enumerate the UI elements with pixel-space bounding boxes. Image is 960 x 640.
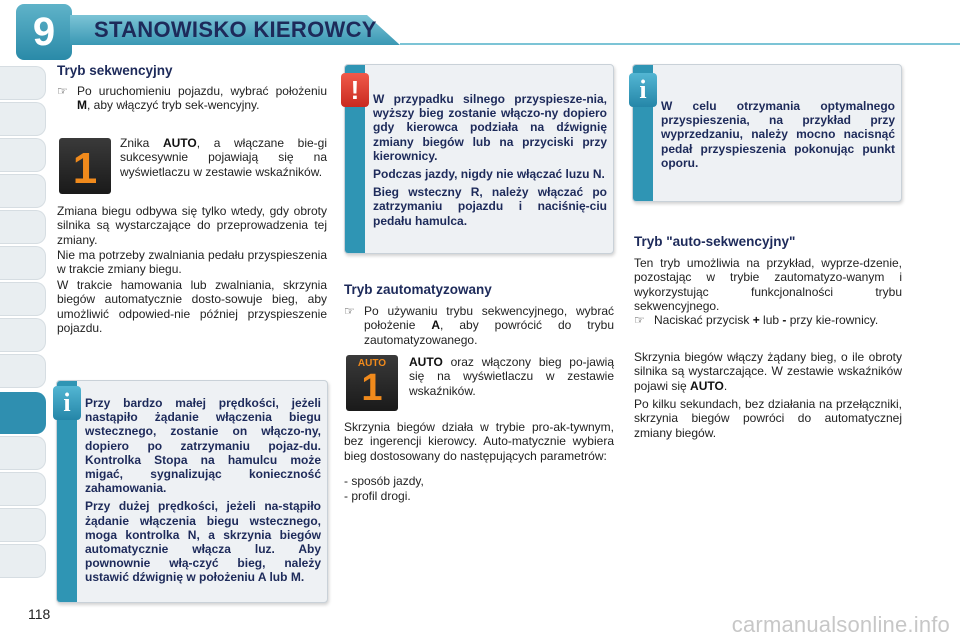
page-title: STANOWISKO KIEROWCY — [94, 17, 377, 42]
hand-pointer-icon: ☞ — [57, 84, 68, 98]
list-item: - sposób jazdy, — [344, 474, 424, 488]
note-paragraph-2: Podczas jazdy, nigdy nie włączać luzu N. — [373, 167, 605, 182]
paragraph-gear-engage: Skrzynia biegów włączy żądany bieg, o ile obroty silnika są wystarczające. W zestawie wskaźników pojawi się AUTO. — [634, 350, 902, 393]
info-icon: i — [629, 73, 657, 107]
warning-note — [344, 64, 614, 254]
info-icon: i — [53, 386, 81, 420]
info-note-reverse — [56, 380, 328, 603]
note-text — [373, 92, 607, 232]
page-header — [0, 0, 960, 60]
gear-display-icon: 1 — [59, 138, 111, 194]
bullet-press-buttons: ☞ Naciskać przycisk + lub - przy kie-rownicy. — [634, 313, 879, 327]
paragraph-mode-description: Ten tryb umożliwia na przykład, wyprze-dzenie, pozostając w trybie zautomatyzo-wanym i wykorzystując funkcjonalności trybu sekwencyjnego. — [634, 256, 902, 313]
chapter-number-badge: 9 — [16, 4, 72, 60]
paragraph-shift-condition: Zmiana biegu odbywa się tylko wtedy, gdy obroty silnika są wystarczające do przeprowadzenia tej zmiany. — [57, 204, 327, 247]
chapter-tab-13[interactable] — [0, 544, 46, 578]
chapter-tab-5[interactable] — [0, 210, 46, 244]
auto-gear-display-icon: AUTO 1 — [346, 355, 398, 411]
note-paragraph-3: Bieg wsteczny R, należy włączać po zatrzymaniu pojazdu i naciśnię-ciu pedału hamulca. — [373, 185, 608, 228]
section-heading-auto-sequential: Tryb "auto-sekwencyjny" — [634, 234, 796, 249]
section-heading-automated: Tryb zautomatyzowany — [344, 282, 492, 297]
note-paragraph-2: Przy dużej prędkości, jeżeli na-stąpiło żądanie włączenia biegu wstecznego, moga kontrolka N, a skrzynia biegów automatycznie włącza luz. Aby pownownie włą-czyć bieg, należy ustawić dźwignię w położeniu A lub M. — [85, 499, 321, 585]
note-text — [85, 396, 321, 589]
paragraph-braking: W trakcie hamowania lub zwalniania, skrzynia biegów automatycznie dosto-sowuje bieg, aby umożliwić odpowied-nie później przyspieszenie pojazdu. — [57, 278, 327, 335]
note-paragraph-1: Przy bardzo małej prędkości, jeżeli nastąpiło żądanie włączenia biegu wstecznego, zostanie on włączo-ny, dopiero po zatrzymaniu pojaz-du. Kontrolka Stopa na hamulcu może migać, sygnalizując konieczność zahamowania. — [85, 396, 321, 496]
indicator-text-auto: AUTO oraz włączony bieg po-jawią się na wyświetlaczu w zestawie wskaźników. — [409, 355, 614, 398]
chapter-tab-4[interactable] — [0, 174, 46, 208]
header-rule — [400, 43, 960, 45]
chapter-tab-2[interactable] — [0, 102, 46, 136]
bullet-select-m: ☞ Po uruchomieniu pojazdu, wybrać położeniu M, aby włączyć tryb sek-wencyjny. — [57, 84, 327, 113]
note-text: W celu otrzymania optymalnego przyspieszenia, na przykład przy wyprzedzaniu, należy mocno nacisnąć pedał przyspieszenia pokonując punkt oporu. — [661, 99, 895, 170]
paragraph-return-auto: Po kilku sekundach, bez działania na przełączniki, skrzynia biegów powróci do automatycznej zmiany biegów. — [634, 397, 902, 440]
chapter-tab-1[interactable] — [0, 66, 46, 100]
info-note-acceleration — [632, 64, 902, 202]
bullet-select-a: ☞ Po używaniu trybu sekwencyjnego, wybrać położenie A, aby powrócić do trybu zautomatyzowanego. — [344, 304, 614, 347]
chapter-tab-active[interactable] — [0, 392, 46, 434]
watermark: carmanualsonline.info — [731, 612, 950, 637]
paragraph-no-release: Nie ma potrzeby zwalniania pedału przyspieszenia w trakcie zmiany biegu. — [57, 248, 327, 277]
list-item: - profil drogi. — [344, 489, 411, 503]
chapter-tab-9[interactable] — [0, 354, 46, 388]
section-heading-sequential: Tryb sekwencyjny — [57, 63, 173, 78]
hand-pointer-icon: ☞ — [634, 313, 645, 327]
chapter-tab-12[interactable] — [0, 508, 46, 542]
chapter-tab-7[interactable] — [0, 282, 46, 316]
note-paragraph-1: W przypadku silnego przyspiesze-nia, wyższy bieg zostanie włączo-ny dopiero gdy kierowca podziała na dźwignię zmiany biegów lub na przyciski przy kierownicy. — [373, 92, 607, 163]
page-number: 118 — [28, 606, 51, 622]
hand-pointer-icon: ☞ — [344, 304, 355, 318]
chapter-tab-8[interactable] — [0, 318, 46, 352]
warning-icon: ! — [341, 73, 369, 107]
indicator-text-m: Znika AUTO, a włączane bie-gi sukcesywnie pojawiają się na wyświetlaczu w zestawie wskaźników. — [120, 136, 327, 179]
chapter-tab-6[interactable] — [0, 246, 46, 280]
chapter-tab-10[interactable] — [0, 436, 46, 470]
chapter-tab-3[interactable] — [0, 138, 46, 172]
paragraph-proactive: Skrzynia biegów działa w trybie pro-ak-tywnym, bez ingerencji kierowcy. Auto-matycznie wybiera bieg dostosowany do następujących parametrów: — [344, 420, 614, 463]
chapter-tab-11[interactable] — [0, 472, 46, 506]
